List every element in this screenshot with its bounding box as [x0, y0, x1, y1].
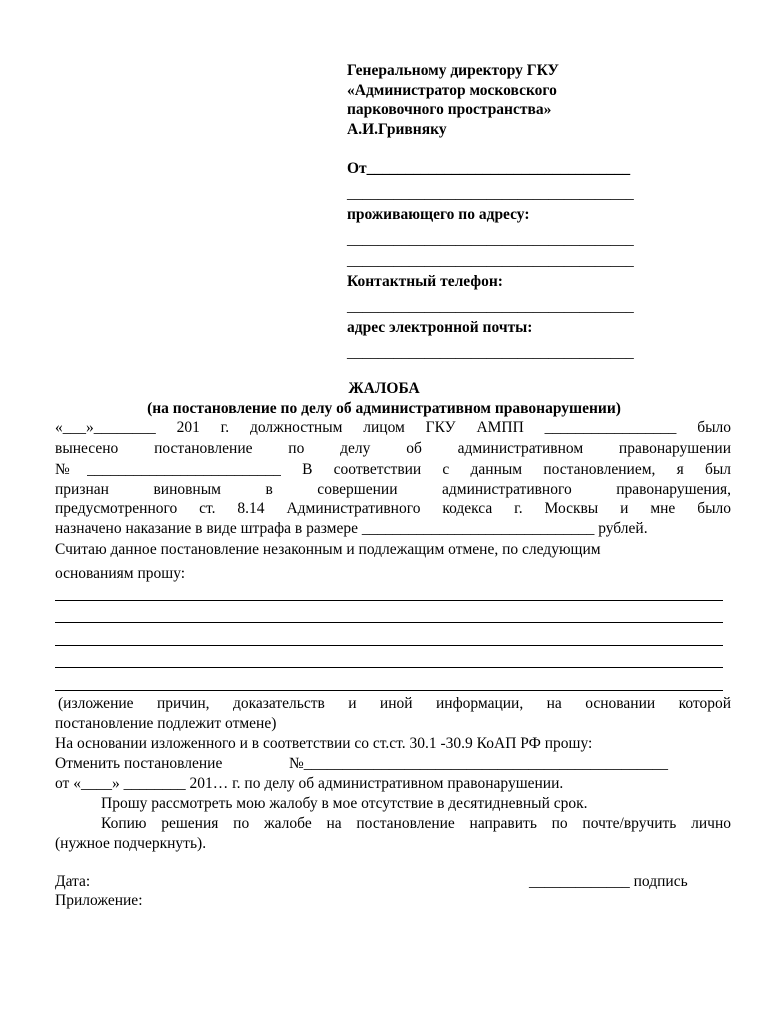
address-line-2: _____________________________________ [347, 252, 634, 269]
absence-request: Прошу рассмотреть мою жалобу в мое отсутствие в десятидневный срок. [101, 795, 588, 812]
grounds-line-2: основаниям прошу: [55, 565, 186, 582]
cancel-date-line: от «____» ________ 201… г. по делу об административном правонарушении. [55, 775, 564, 792]
grounds-line-1: Считаю данное постановление незаконным и подлежащим отмене, по следующим [55, 541, 601, 558]
body-line-2: вынесено постановление по делу об административном правонарушении [55, 440, 731, 457]
addressee-line-1: Генеральному директору ГКУ [347, 62, 559, 79]
addressee-line-3: парковочного пространства» [347, 101, 552, 118]
cancel-label: Отменить постановление [55, 755, 223, 772]
body-line-6: назначено наказание в виде штрафа в размере ______________________________ рублей. [55, 520, 648, 537]
reason-line [55, 667, 723, 668]
note-line-2: постановление подлежит отмене) [55, 715, 277, 732]
phone-label: Контактный телефон: [347, 273, 503, 290]
note-line-1: (изложение причин, доказательств и иной информации, на основании которой [58, 695, 731, 712]
cancel-number-field: №_______________________________________________ [289, 755, 669, 772]
document-title: ЖАЛОБА [348, 380, 420, 397]
reason-line [55, 645, 723, 646]
reason-line [55, 622, 723, 623]
body-line-4: признан виновным в совершении административного правонарушения, [55, 481, 731, 498]
reason-line [55, 690, 723, 691]
date-label: Дата: [55, 873, 91, 890]
addressee-name: А.И.Гривняку [347, 121, 447, 138]
address-line-1: _____________________________________ [347, 231, 634, 248]
phone-line: _____________________________________ [347, 298, 634, 315]
attachment-label: Приложение: [55, 892, 143, 909]
from-line-2: _____________________________________ [347, 185, 634, 202]
reason-line [55, 600, 723, 601]
copy-request-line-1: Копию решения по жалобе на постановление направить по почте/вручить лично [101, 815, 731, 832]
email-line: _____________________________________ [347, 344, 634, 361]
signature-field: _____________ подпись [529, 873, 688, 890]
body-line-5: предусмотренного ст. 8.14 Административного кодекса г. Москвы и мне было [55, 500, 731, 517]
body-line-3: №_________________________ В соответствии с данным постановлением, я был [55, 461, 731, 478]
body-line-1: «___»________ 201 г. должностным лицом ГКУ АМПП _________________ было [55, 419, 731, 436]
basis-line: На основании изложенного и в соответствии со ст.ст. 30.1 -30.9 КоАП РФ прошу: [55, 735, 593, 752]
from-field: От__________________________________ [347, 160, 631, 177]
address-label: проживающего по адресу: [347, 206, 530, 223]
document-subtitle: (на постановление по делу об административном правонарушении) [147, 400, 621, 417]
email-label: адрес электронной почты: [347, 319, 533, 336]
addressee-line-2: «Администратор московского [347, 82, 557, 99]
copy-request-line-2: (нужное подчеркнуть). [55, 835, 207, 852]
